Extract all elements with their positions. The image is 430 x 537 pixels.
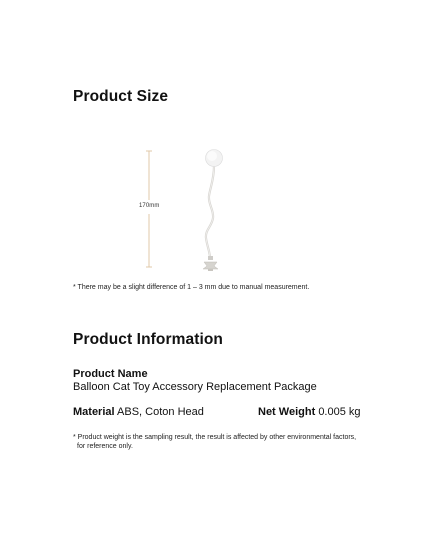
product-name-value: Balloon Cat Toy Accessory Replacement Package [73, 381, 317, 393]
net-weight-value: 0.005 kg [318, 406, 361, 418]
product-dimension-figure [0, 140, 430, 275]
material-value: ABS, Coton Head [117, 406, 204, 418]
material-row [73, 406, 204, 418]
weight-note [73, 434, 373, 451]
size-note: * There may be a slight difference of 1 – 3 mm due to manual measurement. [73, 284, 310, 291]
toy-illustration [203, 150, 223, 272]
material-label: Material [73, 406, 115, 418]
net-weight-row [258, 406, 361, 418]
weight-note-line1: * Product weight is the sampling result, the result is affected by other environmental factors, [73, 434, 357, 441]
weight-note-line2: for reference only. [77, 442, 133, 450]
toy-base-clip [203, 256, 218, 271]
product-size-title: Product Size [73, 88, 169, 105]
dimension-label: 170mm [139, 203, 160, 209]
dimension-line [146, 151, 152, 267]
net-weight-label: Net Weight [258, 406, 316, 418]
product-name-label: Product Name [73, 368, 148, 380]
product-information-title: Product Information [73, 331, 224, 348]
